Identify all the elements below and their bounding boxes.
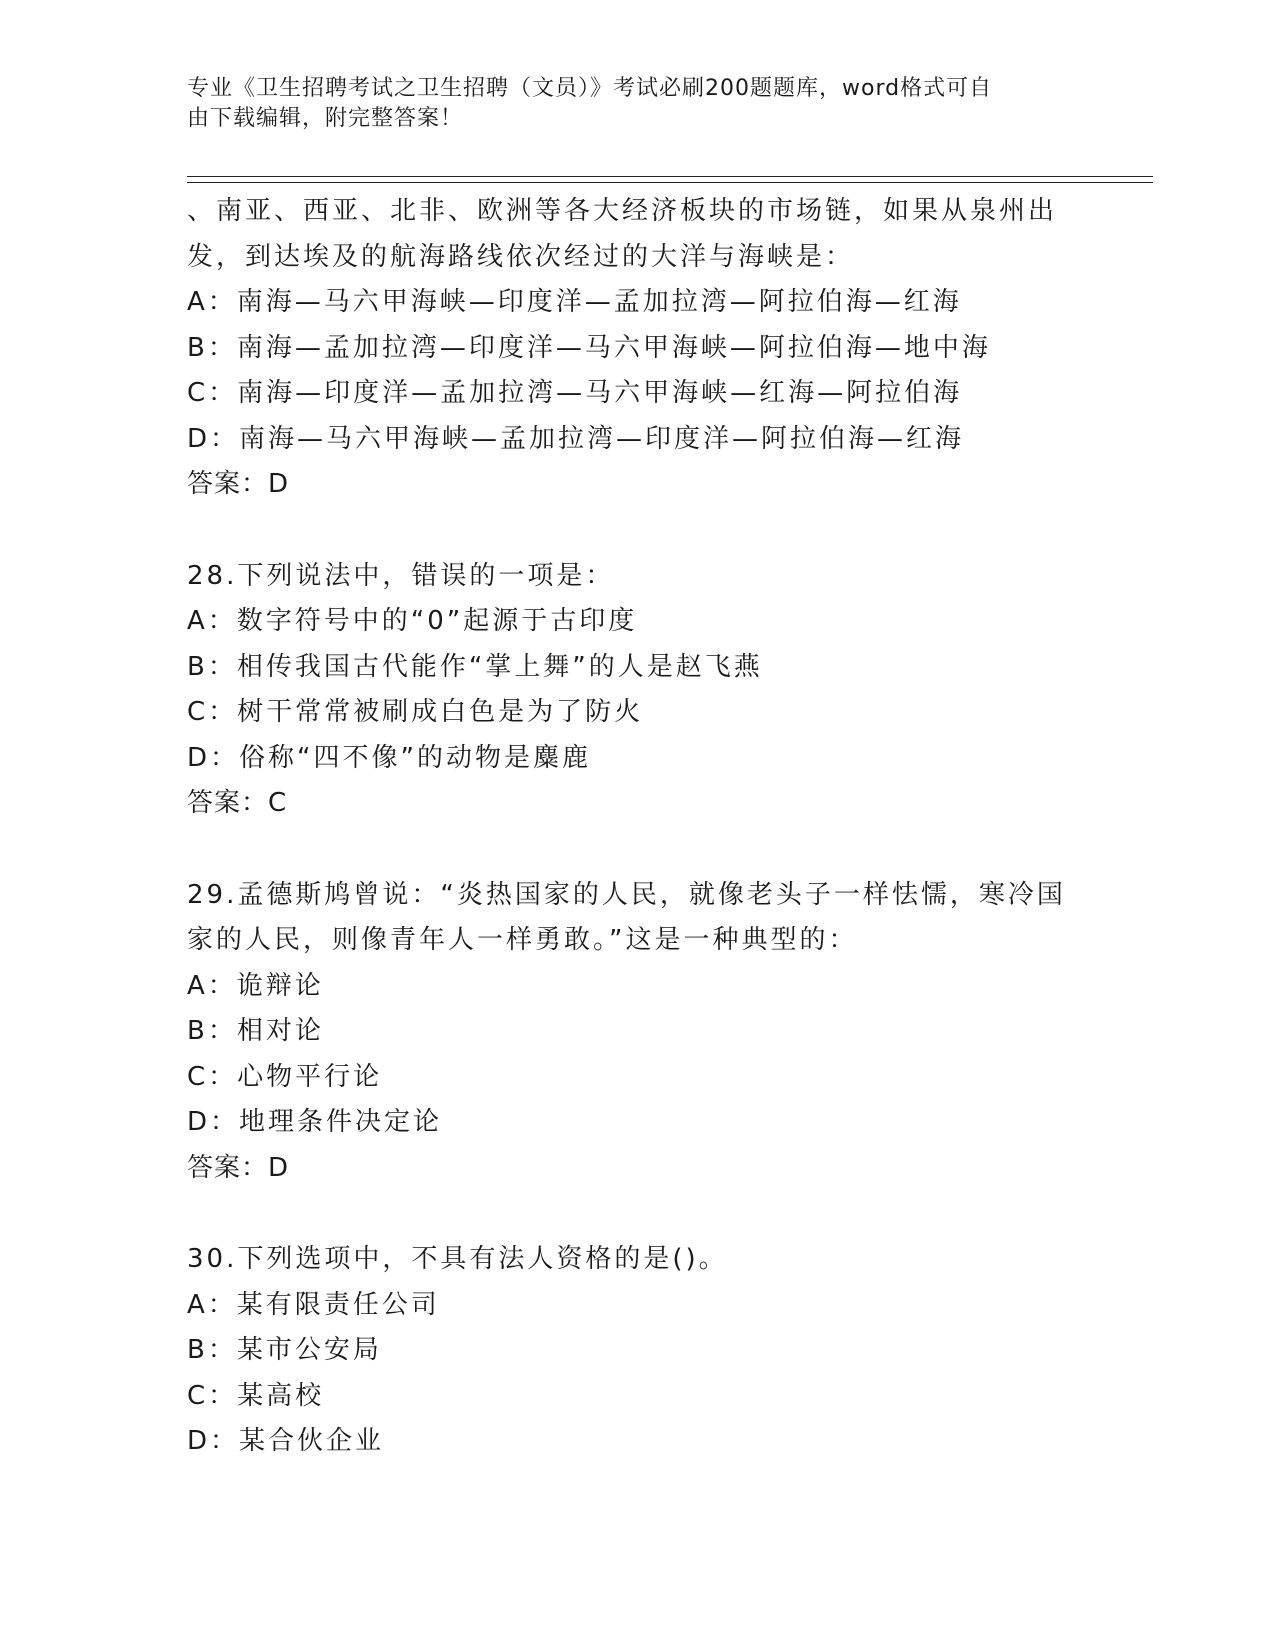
question-30 (187, 1237, 1087, 1465)
question-28 (187, 554, 1087, 827)
option-d: D：俗称“四不像”的动物是麋鹿 (187, 742, 591, 773)
question-text-line: 、南亚、西亚、北非、欧洲等各大经济板块的市场链，如果从泉州出 (187, 196, 1058, 226)
document-header (187, 74, 1067, 134)
option-a: A：数字符号中的“0”起源于古印度 (187, 606, 638, 636)
spacer (187, 827, 1087, 873)
question-text-line: 29.孟德斯鸠曾说：“炎热国家的人民，就像老头子一样怯懦，寒冷国 (187, 879, 1066, 910)
option-b: B：某市公安局 (187, 1335, 382, 1365)
option-a: A：诡辩论 (187, 970, 324, 1001)
option-c: C：某高校 (187, 1380, 325, 1411)
option-c: C：树干常常被刷成白色是为了防火 (187, 697, 644, 727)
option-c: C：南海—印度洋—孟加拉湾—马六甲海峡—红海—阿拉伯海 (187, 378, 963, 408)
spacer (187, 508, 1087, 554)
question-list (187, 189, 1087, 1465)
option-d: D：南海—马六甲海峡—孟加拉湾—印度洋—阿拉伯海—红海 (187, 423, 965, 454)
header-line-1: 专业《卫生招聘考试之卫生招聘（文员）》考试必刷200题题库，word格式可自 (187, 76, 993, 101)
header-divider-bottom (187, 182, 1153, 183)
question-text-line: 30.下列选项中，不具有法人资格的是()。 (187, 1244, 728, 1274)
question-text-line: 28.下列说法中，错误的一项是： (187, 560, 615, 591)
option-d: D：某合伙企业 (187, 1426, 385, 1456)
question-27 (187, 189, 1087, 508)
spacer (187, 1191, 1087, 1237)
header-divider-top (187, 176, 1153, 177)
option-b: B：南海—孟加拉湾—印度洋—马六甲海峡—阿拉伯海—地中海 (187, 332, 991, 363)
option-b: B：相对论 (187, 1016, 324, 1046)
question-text-line: 发，到达埃及的航海路线依次经过的大洋与海峡是： (187, 241, 855, 272)
question-text-line: 家的人民，则像青年人一样勇敢。”这是一种典型的： (187, 925, 858, 955)
answer: 答案：D (187, 469, 290, 499)
question-29 (187, 873, 1087, 1192)
option-d: D：地理条件决定论 (187, 1107, 443, 1137)
option-b: B：相传我国古代能作“掌上舞”的人是赵飞燕 (187, 651, 763, 682)
answer: 答案：C (187, 788, 288, 818)
option-c: C：心物平行论 (187, 1061, 383, 1092)
answer: 答案：D (187, 1152, 290, 1183)
option-a: A：某有限责任公司 (187, 1289, 440, 1320)
header-line-2: 由下载编辑，附完整答案！ (187, 106, 464, 131)
option-a: A：南海—马六甲海峡—印度洋—孟加拉湾—阿拉伯海—红海 (187, 287, 962, 317)
